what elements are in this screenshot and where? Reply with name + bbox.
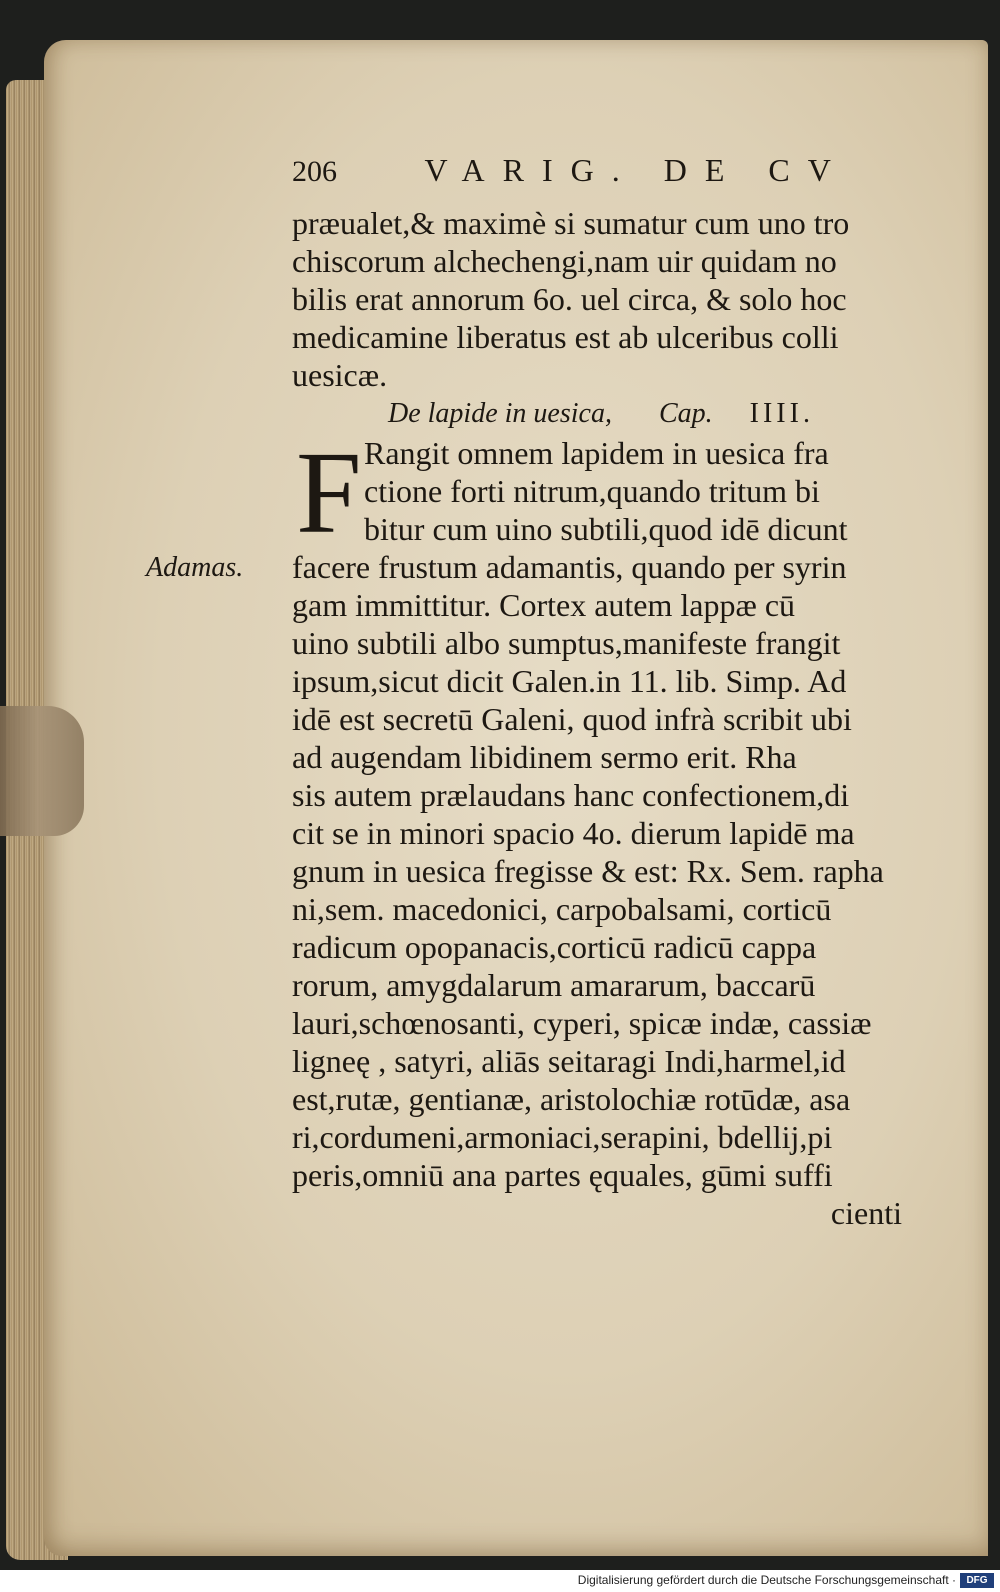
text-line: ipsum,sicut dicit Galen.in 11. lib. Simp. Ad: [292, 663, 847, 699]
body-text: [292, 204, 942, 1232]
text-line: medicamine liberatus est ab ulceribus colli: [292, 319, 839, 355]
text-line: bilis erat annorum 6o. uel circa, & solo hoc: [292, 281, 847, 317]
text-line: chiscorum alchechengi,nam uir quidam no: [292, 243, 837, 279]
page-number: 206: [292, 155, 337, 188]
text-line: idē est secretū Galeni, quod infrà scribit ubi: [292, 701, 852, 737]
text-line: ctione forti nitrum,quando tritum bi: [364, 473, 820, 509]
chapter-opening: [292, 427, 942, 558]
text-line: rorum, amygdalarum amararum, baccarū: [292, 967, 816, 1003]
text-line: peris,omniū ana partes ęquales, gūmi suffi: [292, 1157, 833, 1193]
text-line: ni,sem. macedonici, carpobalsami, corticū: [292, 891, 832, 927]
dfg-logo: DFG: [960, 1573, 994, 1588]
text-line: radicum opopanacis,corticū radicū cappa: [292, 929, 817, 965]
main-paragraph: [292, 548, 942, 1194]
opening-lines: [292, 427, 942, 558]
text-line: gnum in uesica fregisse & est: Rx. Sem. rapha: [292, 853, 884, 889]
page-header: [292, 152, 849, 189]
text-line: gam immittitur. Cortex autem lappæ cū: [292, 587, 796, 623]
running-head: VARIG. DE CV: [424, 152, 849, 188]
catchword: cienti: [830, 1195, 902, 1231]
marginal-note: Adamas.: [146, 552, 244, 583]
digitization-credit: Digitalisierung gefördert durch die Deutsche Forschungsgemeinschaft ·: [577, 1573, 956, 1587]
chapter-title: De lapide in uesica,: [388, 398, 612, 429]
text-line: cit se in minori spacio 4o. dierum lapidē ma: [292, 815, 855, 851]
drop-cap-initial: F: [296, 427, 362, 558]
text-line: ri,cordumeni,armoniaci,serapini, bdellij,pi: [292, 1119, 833, 1155]
text-line: lauri,schœnosanti, cyperi, spicæ indæ, cassiæ: [292, 1005, 872, 1041]
text-line: uino subtili albo sumptus,manifeste frangit: [292, 625, 841, 661]
text-line: præualet,& maximè si sumatur cum uno tro: [292, 205, 850, 241]
text-line: uesicæ.: [292, 357, 388, 393]
text-line: bitur cum uino subtili,quod idē dicunt: [364, 511, 848, 547]
text-line: sis autem prælaudans hanc confectionem,di: [292, 777, 850, 813]
top-paragraph: [292, 204, 942, 394]
chapter-heading: [292, 394, 942, 434]
chapter-cap-label: Cap.: [658, 398, 713, 429]
text-line: Rangit omnem lapidem in uesica fra: [364, 435, 829, 471]
chapter-number: IIII.: [749, 398, 814, 429]
thumb-holding-page: [0, 706, 84, 836]
text-line: est,rutæ, gentianæ, aristolochiæ rotūdæ, asa: [292, 1081, 851, 1117]
text-line: ad augendam libidinem sermo erit. Rha: [292, 739, 797, 775]
text-line: facere frustum adamantis, quando per syrin: [292, 549, 847, 585]
text-line: ligneę , satyri, aliās seitaragi Indi,harmel,id: [292, 1043, 846, 1079]
